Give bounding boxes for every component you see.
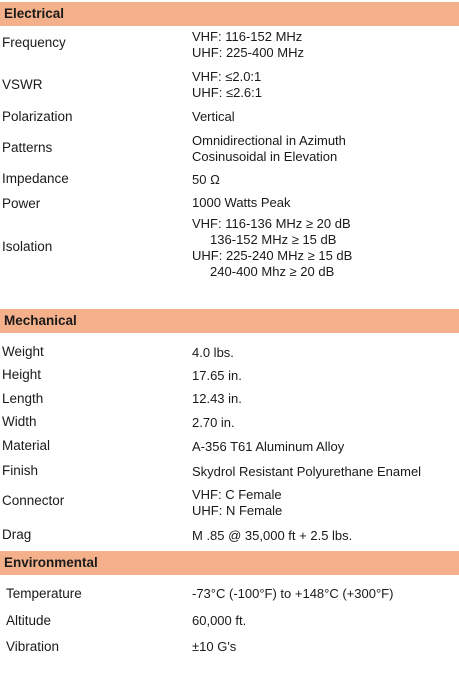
section-header-electrical: Electrical [0, 2, 459, 26]
label-length: Length [2, 391, 44, 406]
label-vibration: Vibration [6, 639, 60, 654]
value-weight: 4.0 lbs. [192, 345, 234, 360]
label-connector: Connector [2, 493, 65, 508]
label-width: Width [2, 414, 37, 429]
section-header-mechanical: Mechanical [0, 309, 459, 333]
value-impedance: 50 Ω [192, 172, 220, 187]
label-isolation: Isolation [2, 239, 53, 254]
value-vswr: VHF: ≤2.0:1 UHF: ≤2.6:1 [192, 69, 262, 100]
value-connector: VHF: C Female UHF: N Female [192, 487, 283, 518]
value-isolation: VHF: 116-136 MHz ≥ 20 dB 136-152 MHz ≥ 15 dB UHF: 225-240 MHz ≥ 15 dB 240-400 Mhz ≥ 20 dB [192, 216, 353, 279]
value-vibration: ±10 G's [192, 639, 237, 654]
value-altitude: 60,000 ft. [192, 613, 247, 628]
value-patterns: Omnidirectional in Azimuth Cosinusoidal in Elevation [192, 133, 346, 164]
label-polarization: Polarization [2, 109, 73, 124]
value-polarization: Vertical [192, 109, 235, 124]
label-patterns: Patterns [2, 140, 53, 155]
label-material: Material [2, 438, 51, 453]
value-power: 1000 Watts Peak [192, 195, 291, 210]
value-material: A-356 T61 Aluminum Alloy [192, 439, 345, 454]
label-vswr: VSWR [2, 77, 43, 92]
label-altitude: Altitude [6, 613, 52, 628]
label-height: Height [2, 367, 42, 382]
label-temperature: Temperature [6, 586, 82, 601]
label-frequency: Frequency [2, 35, 66, 50]
value-temperature: -73°C (-100°F) to +148°C (+300°F) [192, 586, 394, 601]
value-frequency: VHF: 116-152 MHz UHF: 225-400 MHz [192, 29, 304, 60]
label-weight: Weight [2, 344, 44, 359]
section-header-environmental: Environmental [0, 551, 459, 575]
label-impedance: Impedance [2, 171, 69, 186]
label-finish: Finish [2, 463, 39, 478]
value-length: 12.43 in. [192, 391, 242, 406]
label-power: Power [2, 196, 41, 211]
value-height: 17.65 in. [192, 368, 242, 383]
value-drag: M .85 @ 35,000 ft + 2.5 lbs. [192, 528, 353, 543]
value-finish: Skydrol Resistant Polyurethane Enamel [192, 464, 422, 479]
label-drag: Drag [2, 527, 32, 542]
value-width: 2.70 in. [192, 415, 235, 430]
